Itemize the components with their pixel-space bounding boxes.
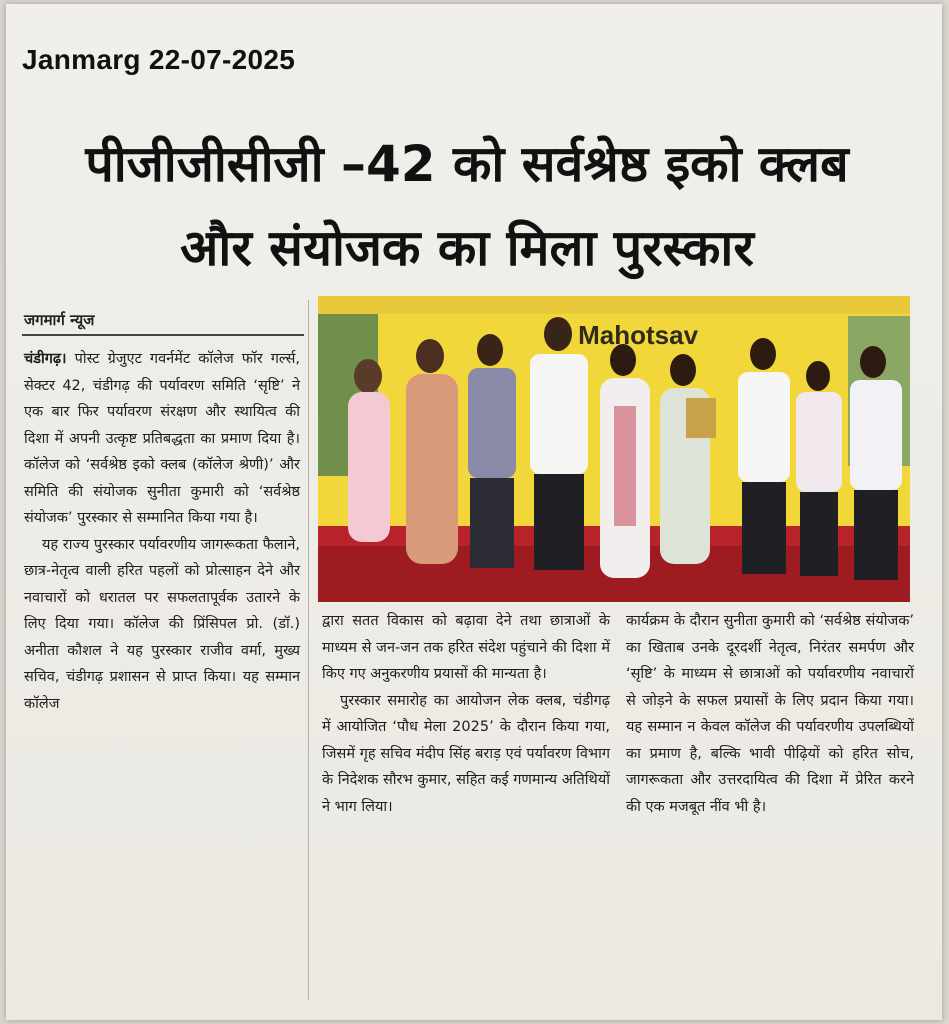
dateline: चंडीगढ़। xyxy=(24,351,67,367)
headline-line-2: और संयोजक का मिला पुरस्कार xyxy=(180,219,754,277)
source-date-label: Janmarg 22-07-2025 xyxy=(22,44,296,75)
column-2-paragraph-2: पुरस्कार समारोह का आयोजन लेक क्लब, चंडीगढ़ में आयोजित ‘पौध मेला 2025’ के दौरान किया गया, जिसमें गृह सचिव मंदीप सिंह बराड़ एवं पर्यावरण विभाग के निदेशक सौरभ कुमार, सहित कई गणमान्य अतिथियों ने भाग लिया। xyxy=(322,692,610,815)
article-column-2 xyxy=(322,608,610,820)
column-divider xyxy=(308,300,309,1000)
article-column-1 xyxy=(24,346,300,717)
photo-banner-text: n Mahotsav xyxy=(555,320,699,350)
column-1-paragraph-1 xyxy=(24,346,300,532)
headline-line-1: पीजीजीसीजी –42 को सर्वश्रेष्ठ इको क्लब xyxy=(85,135,849,193)
column-2-paragraph-1: द्वारा सतत विकास को बढ़ावा देने तथा छात्राओं के माध्यम से जन-जन तक हरित संदेश पहुंचाने की दिशा में किए गए अनुकरणीय प्रयासों की मान्यता है। xyxy=(322,613,610,682)
byline: जगमार्ग न्यूज xyxy=(24,311,95,329)
article-column-3 xyxy=(626,608,914,820)
column-1-paragraph-2: यह राज्य पुरस्कार पर्यावरणीय जागरूकता फैलाने, छात्र-नेतृत्व वाली हरित पहलों को प्रोत्साहन देने और नवाचारों को धरातल पर सफलतापूर्वक उतारने के लिए दिया गया। कॉलेज की प्रिंसिपल प्रो. (डॉ.) अनीता कौशल ने यह पुरस्कार राजीव वर्मा, मुख्य सचिव, चंडीगढ़ प्रशासन से प्राप्त किया। यह सम्मान कॉलेज xyxy=(24,536,300,712)
column-1-paragraph-1-text: पोस्ट ग्रेजुएट गवर्नमेंट कॉलेज फॉर गर्ल्स, सेक्टर 42, चंडीगढ़ की पर्यावरण समिति ‘सृष्टि’ ने एक बार फिर पर्यावरण संरक्षण और स्थायित्व की दिशा में अपनी उत्कृष्ट प्रतिबद्धता का प्रमाण दिया है। कॉलेज को ‘सर्वश्रेष्ठ इको क्लब (कॉलेज श्रेणी)’ और समिति की संयोजक सुनीता कुमारी को ‘सर्वश्रेष्ठ संयोजक’ पुरस्कार से सम्मानित किया गया है। xyxy=(24,351,300,526)
column-3-paragraph-1: कार्यक्रम के दौरान सुनीता कुमारी को ‘सर्वश्रेष्ठ संयोजक’ का खिताब उनके दूरदर्शी नेतृत्व, निरंतर समर्पण और ‘सृष्टि’ के माध्यम से छात्राओं को पर्यावरणीय नवाचारों से जोड़ने के सफल प्रयासों के लिए प्रदान किया गया। यह सम्मान न केवल कॉलेज की पर्यावरणीय उपलब्धियों का प्रमाण है, बल्कि भावी पीढ़ियों को हरित सोच, जागरूकता और उत्तरदायित्व की दिशा में प्रेरित करने की एक मजबूत नींव भी है। xyxy=(626,613,914,815)
byline-divider xyxy=(22,334,304,336)
